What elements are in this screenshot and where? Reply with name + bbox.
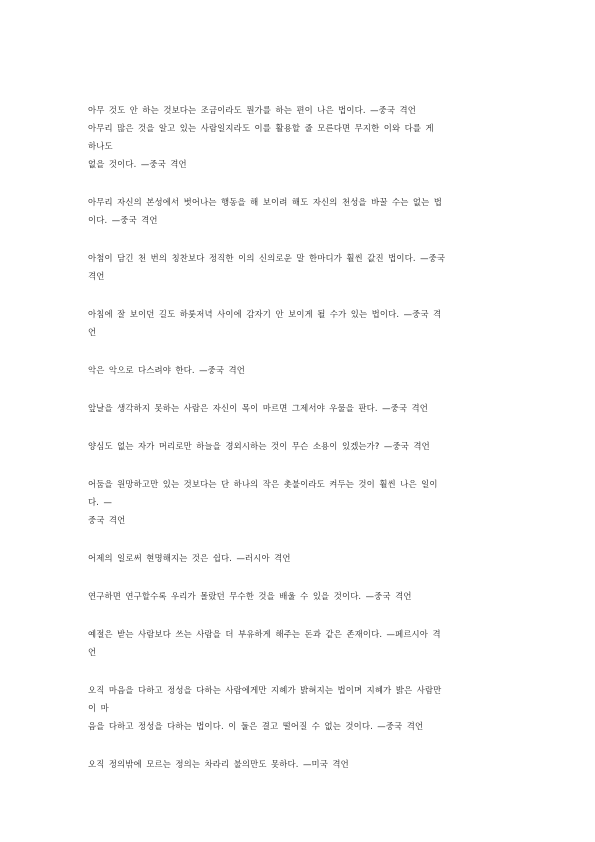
paragraph-gap bbox=[88, 379, 515, 399]
text-line: 이 마 bbox=[88, 703, 109, 713]
paragraph-gap bbox=[88, 173, 515, 193]
proverb-paragraph bbox=[88, 475, 515, 529]
proverb-paragraph bbox=[88, 193, 515, 229]
paragraph-gap bbox=[88, 529, 515, 549]
paragraph-gap bbox=[88, 605, 515, 625]
text-line: 음을 다하고 정성을 다하는 법이다. 이 둘은 결고 떨어질 수 없는 것이다. —중국 격언 bbox=[88, 721, 424, 731]
paragraph-gap bbox=[88, 455, 515, 475]
paragraph-gap bbox=[88, 661, 515, 681]
text-line: 언 bbox=[88, 327, 97, 337]
text-line: 다. — bbox=[88, 497, 112, 507]
text-line: 아무리 많은 것을 알고 있는 사람일지라도 이를 활용할 줄 모른다면 무지한 이와 다를 게 bbox=[88, 123, 434, 133]
proverb-paragraph bbox=[88, 681, 515, 735]
text-line: 중국 격언 bbox=[88, 515, 126, 525]
text-line: 언 bbox=[88, 647, 97, 657]
proverb-paragraph bbox=[88, 625, 515, 661]
text-line: 아무리 자신의 본성에서 벗어나는 행동을 해 보이려 해도 자신의 천성을 바꿀 수는 없는 법 bbox=[88, 197, 443, 207]
text-line: 양심도 없는 자가 머리로만 하늘을 경외시하는 것이 무슨 소용이 있겠는가? —중국 격언 bbox=[88, 441, 430, 451]
paragraph-gap bbox=[88, 735, 515, 755]
proverb-paragraph bbox=[88, 249, 515, 285]
text-line: 격언 bbox=[88, 271, 105, 281]
paragraph-gap bbox=[88, 285, 515, 305]
proverb-paragraph bbox=[88, 755, 515, 773]
proverb-paragraph bbox=[88, 549, 515, 567]
text-line: 아침에 잘 보이던 길도 하룻저녁 사이에 감자기 안 보이게 될 수가 있는 법이다. —중국 격 bbox=[88, 309, 442, 319]
text-line: 어둠을 원망하고만 있는 것보다는 단 하나의 작은 촛불이라도 켜두는 것이 훨씬 나은 일이 bbox=[88, 479, 438, 489]
text-line: 예절은 받는 사람보다 쓰는 사람을 더 부유하게 해주는 돈과 같은 존재이다. —페르시아 격 bbox=[88, 629, 441, 639]
proverb-paragraph bbox=[88, 361, 515, 379]
proverb-paragraph bbox=[88, 305, 515, 341]
text-line: 오직 정의밖에 모르는 정의는 차라리 불의만도 못하다. —미국 격언 bbox=[88, 759, 349, 769]
text-line: 앞날을 생각하지 못하는 사람은 자신이 목이 마르면 그제서야 우물을 판다. —중국 격언 bbox=[88, 403, 429, 413]
proverb-paragraph bbox=[88, 437, 515, 455]
text-line: 아무 것도 안 하는 것보다는 조금이라도 뭔가를 하는 편이 나은 법이다. —중국 격언 bbox=[88, 105, 416, 115]
paragraph-gap bbox=[88, 229, 515, 249]
paragraph-gap bbox=[88, 341, 515, 361]
text-line: 아첨이 담긴 천 번의 칭찬보다 정직한 이의 신의로운 말 한마디가 훨씬 값진 법이다. —중국 bbox=[88, 253, 446, 263]
proverb-paragraph bbox=[88, 399, 515, 417]
proverb-paragraph bbox=[88, 101, 515, 173]
text-line: 악은 악으로 다스려야 한다. —중국 격언 bbox=[88, 365, 246, 375]
text-line: 오직 마음을 다하고 정성을 다하는 사람에게만 지혜가 밝혀지는 법이며 지혜가 밝은 사람만 bbox=[88, 685, 442, 695]
proverb-paragraph bbox=[88, 587, 515, 605]
paragraph-gap bbox=[88, 417, 515, 437]
text-line: 하나도 bbox=[88, 141, 113, 151]
text-line: 연구하면 연구할수록 우리가 몰랐던 무수한 것을 배울 수 있을 것이다. —중국 격언 bbox=[88, 591, 412, 601]
paragraph-gap bbox=[88, 567, 515, 587]
text-line: 이다. —중국 격언 bbox=[88, 215, 158, 225]
text-line: 없을 것이다. —중국 격언 bbox=[88, 159, 187, 169]
text-line: 어제의 일로써 현명해지는 것은 쉽다. —러시아 격언 bbox=[88, 553, 291, 563]
